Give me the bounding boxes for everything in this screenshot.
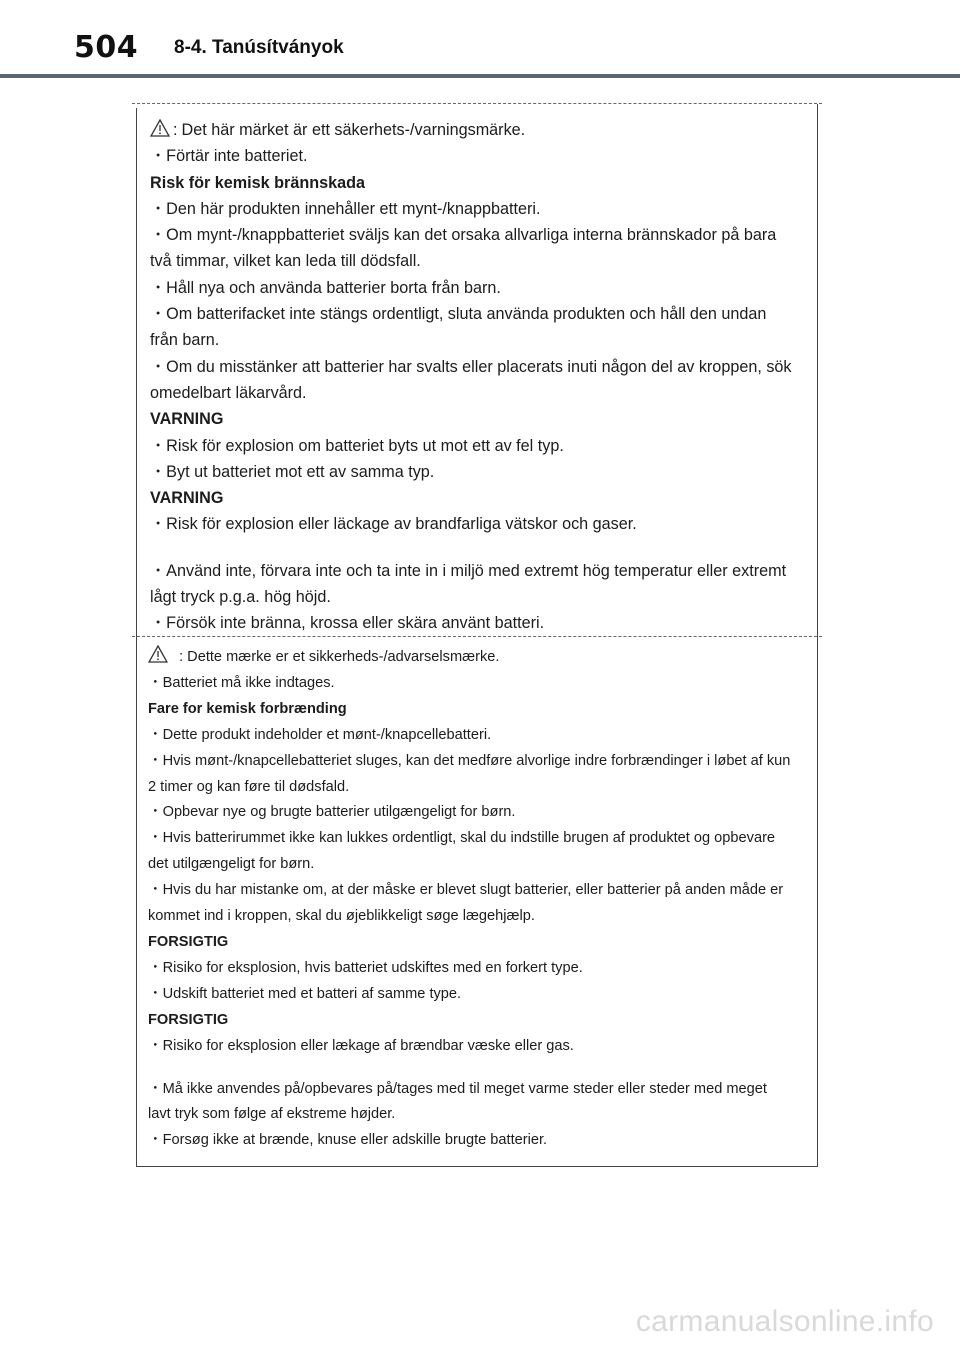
danish-line-8: ・Udskift batteriet med et batteri af samme type. xyxy=(148,985,462,1002)
warning-triangle-icon xyxy=(150,119,170,137)
swedish-line-6: ・Om du misstänker att batterier har svalts eller placerats inuti någon del av kroppen, sök omedelbart läkarvård. xyxy=(150,357,792,402)
danish-line-6: ・Hvis du har mistanke om, at der måske er blevet slugt batterier, eller batterier på anden måde er kommet ind i kroppen, skal du øjeblikkeligt søge lægehjælp. xyxy=(148,882,784,925)
page-header xyxy=(0,0,960,80)
swedish-warning-sign-line xyxy=(150,117,800,143)
swedish-section xyxy=(150,117,800,637)
swedish-line-4: ・Håll nya och använda batterier borta från barn. xyxy=(150,278,501,297)
danish-line-2: ・Dette produkt indeholder et mønt-/knapcellebatteri. xyxy=(148,726,492,743)
danish-line-9: ・Risiko for eksplosion eller lækage af brændbar væske eller gas. xyxy=(148,1037,574,1054)
danish-line-5: ・Hvis batterirummet ikke kan lukkes ordentligt, skal du indstille brugen af produktet og opbevare det utilgængeligt for børn. xyxy=(148,830,776,873)
swedish-line-9: ・Risk för explosion eller läckage av brandfarliga vätskor och gaser. xyxy=(150,515,637,534)
watermark: carmanualsonline.info xyxy=(635,1305,934,1338)
box-left-border xyxy=(136,108,137,1166)
danish-line-10: ・Må ikke anvendes på/opbevares på/tages med til meget varme steder eller steder med meget lavt tryk som følge af ekstreme højder. xyxy=(148,1080,767,1123)
danish-line-11: ・Forsøg ikke at brænde, knuse eller adskille brugte batterier. xyxy=(148,1132,548,1149)
spacer xyxy=(148,1060,798,1077)
danish-line-7: ・Risiko for eksplosion, hvis batteriet udskiftes med en forkert type. xyxy=(148,959,583,976)
danish-heading-caution-1: FORSIGTIG xyxy=(148,933,229,950)
danish-line-4: ・Opbevar nye og brugte batterier utilgængeligt for børn. xyxy=(148,804,516,821)
swedish-line-10: ・Använd inte, förvara inte och ta inte in i miljö med extremt hög temperatur eller extremt lågt tryck p.g.a. hög höjd. xyxy=(150,561,787,607)
danish-section xyxy=(148,645,798,1154)
warning-triangle-icon xyxy=(148,645,168,663)
box-top-border xyxy=(132,103,822,104)
danish-heading-chemical-burn: Fare for kemisk forbrænding xyxy=(148,700,347,717)
danish-warning-sign-text: Dette mærke er et sikkerheds-/advarselsmærke. xyxy=(187,649,500,665)
danish-line-1: ・Batteriet må ikke indtages. xyxy=(148,674,335,691)
swedish-line-1: ・Förtär inte batteriet. xyxy=(150,147,308,166)
colon-separator: : xyxy=(179,649,184,665)
colon-separator: : xyxy=(173,121,178,139)
swedish-heading-chemical-burn: Risk för kemisk brännskada xyxy=(150,173,366,192)
swedish-line-2: ・Den här produkten innehåller ett mynt-/knappbatteri. xyxy=(150,199,541,218)
swedish-heading-warning-2: VARNING xyxy=(150,489,224,508)
danish-heading-caution-2: FORSIGTIG xyxy=(148,1011,229,1028)
swedish-warning-sign-text: Det här märket är ett säkerhets-/varningsmärke. xyxy=(181,121,526,139)
page-number: 504 xyxy=(74,30,139,65)
danish-warning-sign-line xyxy=(148,645,798,671)
swedish-line-3: ・Om mynt-/knappbatteriet sväljs kan det orsaka allvarliga interna brännskador på bara två timmar, vilket kan leda till dödsfall. xyxy=(150,226,777,271)
swedish-line-11: ・Försök inte bränna, krossa eller skära använt batteri. xyxy=(150,614,545,633)
section-title: 8-4. Tanúsítványok xyxy=(174,37,344,58)
swedish-heading-warning-1: VARNING xyxy=(150,410,224,429)
swedish-line-7: ・Risk för explosion om batteriet byts ut mot ett av fel typ. xyxy=(150,436,564,455)
box-right-border xyxy=(817,104,818,1166)
swedish-line-5: ・Om batterifacket inte stängs ordentligt, sluta använda produkten och håll den undan från barn. xyxy=(150,305,767,350)
header-rule xyxy=(0,74,960,78)
danish-line-3: ・Hvis mønt-/knapcellebatteriet sluges, kan det medføre alvorlige indre forbrændinger i løbet af kun 2 timer og kan føre til dødsfald. xyxy=(148,752,791,795)
swedish-line-8: ・Byt ut batteriet mot ett av samma typ. xyxy=(150,462,435,481)
spacer xyxy=(150,538,800,558)
box-bottom-border xyxy=(136,1166,818,1167)
